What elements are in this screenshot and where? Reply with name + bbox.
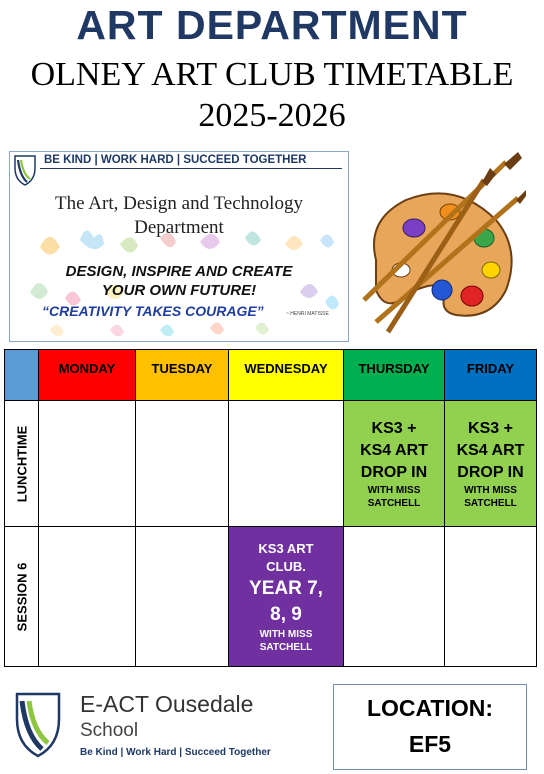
day-header-tuesday: TUESDAY <box>136 350 229 401</box>
location-box <box>333 684 527 770</box>
location-label: LOCATION: <box>366 695 494 721</box>
activity-line: KS4 ART <box>360 441 428 459</box>
cell-wednesday-lunchtime <box>229 401 344 527</box>
quote-author: ~ HENRI MATISSE <box>286 311 329 317</box>
department-heading: ART DEPARTMENT <box>76 2 468 48</box>
activity-line: DROP IN <box>457 463 524 481</box>
banner-department-name <box>10 192 348 240</box>
cell-thursday-session-6 <box>344 527 445 667</box>
teacher-line: WITH MISS <box>367 484 421 496</box>
row-label-session-6: SESSION 6 <box>5 527 39 667</box>
day-header-wednesday: WEDNESDAY <box>229 350 344 401</box>
school-tagline: Be Kind | Work Hard | Succeed Together <box>80 747 271 758</box>
corner-cell <box>5 350 39 401</box>
school-shield-icon <box>13 154 37 186</box>
lunchtime-row <box>5 401 537 527</box>
cell-friday-session-6 <box>445 527 537 667</box>
activity-line: KS3 ART <box>258 540 314 556</box>
cell-thursday-lunchtime <box>344 401 445 527</box>
day-header-thursday: THURSDAY <box>344 350 445 401</box>
activity-line: YEAR 7, <box>249 577 323 599</box>
activity-line: KS4 ART <box>456 441 525 459</box>
teacher-line: WITH MISS <box>464 484 517 496</box>
academic-year: 2025-2026 <box>198 97 346 134</box>
timetable <box>4 349 537 667</box>
cell-friday-lunchtime <box>445 401 537 527</box>
teacher-line: WITH MISS <box>259 628 313 640</box>
activity-line: CLUB. <box>266 558 306 574</box>
department-line-2: Department <box>134 217 224 238</box>
timetable-title: OLNEY ART CLUB TIMETABLE <box>30 56 514 93</box>
banner-motto: BE KIND | WORK HARD | SUCCEED TOGETHER <box>44 154 307 166</box>
banner-quote: “CREATIVITY TAKES COURAGE” <box>42 303 264 319</box>
school-logo <box>10 687 310 767</box>
session-6-row <box>5 527 537 667</box>
slogan-line-1: DESIGN, INSPIRE AND CREATE <box>65 263 293 280</box>
school-word: School <box>80 720 139 741</box>
teacher-line: SATCHELL <box>259 641 313 653</box>
paint-palette-icon <box>356 150 526 340</box>
activity-line: 8, 9 <box>270 603 302 625</box>
cell-monday-session-6 <box>39 527 136 667</box>
slogan-line-2: YOUR OWN FUTURE! <box>101 282 257 299</box>
row-label-lunchtime: LUNCHTIME <box>5 401 39 527</box>
activity-line: KS3 + <box>468 419 513 437</box>
banner-slogan <box>10 262 348 300</box>
department-line-1: The Art, Design and Technology <box>55 193 303 214</box>
timetable-header-row <box>5 350 537 401</box>
school-name: E-ACT Ousedale <box>80 691 254 717</box>
day-header-monday: MONDAY <box>39 350 136 401</box>
teacher-line: SATCHELL <box>367 497 421 509</box>
activity-line: KS3 + <box>371 419 417 437</box>
day-header-friday: FRIDAY <box>445 350 537 401</box>
teacher-line: SATCHELL <box>464 497 517 509</box>
cell-wednesday-session-6 <box>229 527 344 667</box>
department-banner <box>9 151 349 342</box>
location-value: EF5 <box>408 731 452 757</box>
cell-tuesday-session-6 <box>136 527 229 667</box>
activity-line: DROP IN <box>360 463 428 481</box>
school-shield-icon <box>14 691 62 759</box>
banner-divider <box>40 168 342 169</box>
cell-monday-lunchtime <box>39 401 136 527</box>
cell-tuesday-lunchtime <box>136 401 229 527</box>
